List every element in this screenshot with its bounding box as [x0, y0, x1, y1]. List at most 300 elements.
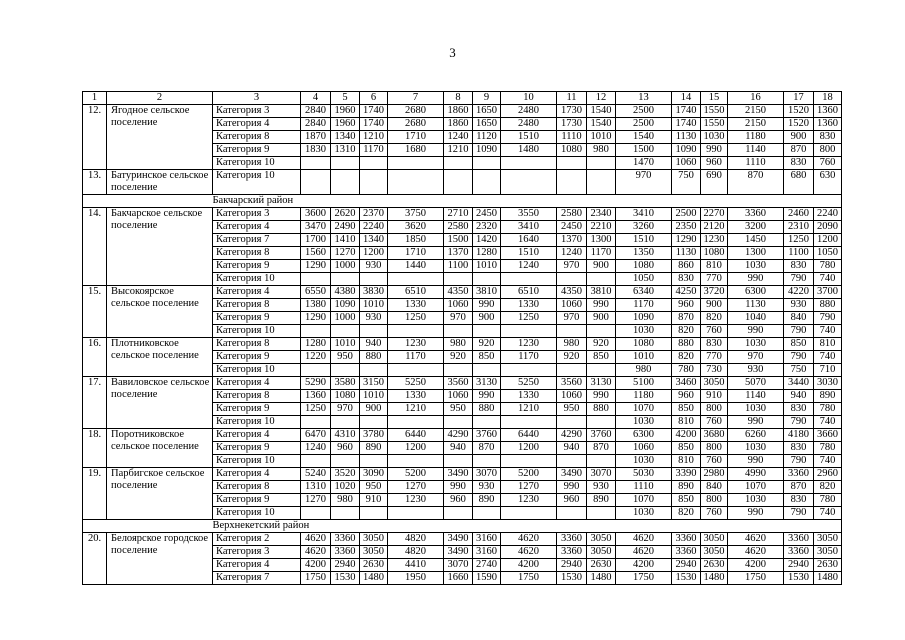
value-cell: 1170 — [616, 299, 672, 312]
value-cell: 1590 — [473, 572, 501, 585]
value-cell: 890 — [672, 481, 701, 494]
value-cell — [360, 273, 388, 286]
value-cell: 1140 — [728, 390, 784, 403]
value-cell: 5100 — [616, 377, 672, 390]
value-cell: 4620 — [501, 533, 557, 546]
page-number: 3 — [449, 45, 456, 60]
value-cell: 2480 — [501, 105, 557, 118]
value-cell: 3680 — [701, 429, 728, 442]
value-cell: 730 — [701, 364, 728, 377]
value-cell: 990 — [728, 455, 784, 468]
value-cell: 1010 — [587, 131, 616, 144]
value-cell: 2680 — [388, 105, 444, 118]
value-cell: 1290 — [672, 234, 701, 247]
value-cell: 1510 — [501, 131, 557, 144]
value-cell: 4990 — [728, 468, 784, 481]
value-cell: 2450 — [557, 221, 587, 234]
value-cell: 3830 — [360, 286, 388, 299]
value-cell: 1030 — [616, 416, 672, 429]
value-cell: 1210 — [388, 403, 444, 416]
value-cell: 1270 — [388, 481, 444, 494]
value-cell: 2240 — [360, 221, 388, 234]
value-cell: 3660 — [814, 429, 842, 442]
value-cell: 740 — [814, 455, 842, 468]
settlement-name: Вавиловское сельское поселение — [107, 377, 213, 429]
value-cell: 940 — [360, 338, 388, 351]
value-cell — [587, 416, 616, 429]
district-name: Бакчарский район — [213, 195, 842, 208]
value-cell: 1960 — [331, 105, 360, 118]
row-number: 13. — [83, 170, 107, 195]
value-cell: 5030 — [616, 468, 672, 481]
value-cell: 1240 — [501, 260, 557, 273]
value-cell: 1140 — [728, 144, 784, 157]
value-cell: 870 — [587, 442, 616, 455]
value-cell: 990 — [701, 144, 728, 157]
value-cell: 1730 — [557, 105, 587, 118]
value-cell: 1170 — [501, 351, 557, 364]
value-cell: 1210 — [444, 144, 473, 157]
value-cell: 920 — [557, 351, 587, 364]
category-label: Категория 4 — [213, 286, 301, 299]
value-cell: 990 — [587, 390, 616, 403]
row-number: 15. — [83, 286, 107, 338]
value-cell: 970 — [728, 351, 784, 364]
value-cell: 2630 — [360, 559, 388, 572]
value-cell: 950 — [444, 403, 473, 416]
value-cell: 680 — [784, 170, 814, 195]
category-label: Категория 8 — [213, 131, 301, 144]
value-cell — [444, 364, 473, 377]
value-cell: 930 — [360, 260, 388, 273]
value-cell: 6340 — [616, 286, 672, 299]
value-cell: 4620 — [616, 533, 672, 546]
value-cell: 1300 — [587, 234, 616, 247]
district-name: Верхнекетский район — [213, 520, 842, 533]
value-cell: 830 — [784, 260, 814, 273]
value-cell: 3050 — [360, 546, 388, 559]
row-number: 16. — [83, 338, 107, 377]
column-header: 8 — [444, 92, 473, 105]
value-cell: 3360 — [331, 546, 360, 559]
value-cell: 1030 — [616, 455, 672, 468]
value-cell: 1010 — [360, 390, 388, 403]
value-cell: 850 — [672, 494, 701, 507]
value-cell: 3490 — [557, 468, 587, 481]
value-cell: 3050 — [587, 546, 616, 559]
value-cell: 3360 — [672, 533, 701, 546]
value-cell: 1070 — [616, 494, 672, 507]
value-cell: 1030 — [616, 325, 672, 338]
value-cell: 820 — [814, 481, 842, 494]
value-cell — [473, 455, 501, 468]
value-cell: 790 — [784, 507, 814, 520]
value-cell: 2630 — [814, 559, 842, 572]
value-cell: 1200 — [501, 442, 557, 455]
column-header: 10 — [501, 92, 557, 105]
table-row — [83, 377, 842, 390]
value-cell: 1080 — [331, 390, 360, 403]
value-cell: 1440 — [388, 260, 444, 273]
value-cell: 2500 — [616, 105, 672, 118]
value-cell: 5200 — [501, 468, 557, 481]
value-cell: 6470 — [301, 429, 331, 442]
value-cell: 1250 — [784, 234, 814, 247]
value-cell: 3050 — [701, 546, 728, 559]
value-cell: 3360 — [784, 533, 814, 546]
value-cell: 4180 — [784, 429, 814, 442]
value-cell — [473, 170, 501, 195]
value-cell: 1040 — [728, 312, 784, 325]
value-cell — [444, 157, 473, 170]
value-cell: 990 — [473, 299, 501, 312]
table-row — [83, 286, 842, 299]
value-cell: 990 — [728, 416, 784, 429]
value-cell: 1170 — [388, 351, 444, 364]
value-cell — [473, 273, 501, 286]
value-cell: 1410 — [331, 234, 360, 247]
value-cell — [301, 157, 331, 170]
value-cell — [587, 170, 616, 195]
value-cell: 820 — [672, 325, 701, 338]
category-label: Категория 10 — [213, 455, 301, 468]
value-cell — [501, 455, 557, 468]
value-cell: 930 — [360, 312, 388, 325]
value-cell: 1110 — [616, 481, 672, 494]
value-cell: 3390 — [672, 468, 701, 481]
value-cell: 900 — [587, 260, 616, 273]
value-cell: 1680 — [388, 144, 444, 157]
settlement-name: Высокоярское сельское поселение — [107, 286, 213, 338]
value-cell — [331, 325, 360, 338]
value-cell: 1330 — [501, 390, 557, 403]
value-cell: 990 — [444, 481, 473, 494]
value-cell: 2090 — [814, 221, 842, 234]
tariff-table — [82, 91, 842, 585]
value-cell: 2120 — [701, 221, 728, 234]
value-cell: 900 — [360, 403, 388, 416]
district-row — [83, 520, 842, 533]
value-cell: 940 — [444, 442, 473, 455]
value-cell: 4620 — [501, 546, 557, 559]
value-cell: 630 — [814, 170, 842, 195]
category-label: Категория 4 — [213, 468, 301, 481]
column-header: 12 — [587, 92, 616, 105]
value-cell — [444, 325, 473, 338]
value-cell: 3470 — [301, 221, 331, 234]
value-cell: 1200 — [388, 442, 444, 455]
value-cell: 1090 — [672, 144, 701, 157]
value-cell: 3520 — [331, 468, 360, 481]
value-cell: 1310 — [301, 481, 331, 494]
value-cell: 920 — [473, 338, 501, 351]
value-cell: 3620 — [388, 221, 444, 234]
value-cell: 930 — [728, 364, 784, 377]
value-cell: 990 — [557, 481, 587, 494]
value-cell — [388, 157, 444, 170]
value-cell: 790 — [784, 416, 814, 429]
value-cell: 1500 — [616, 144, 672, 157]
value-cell: 6550 — [301, 286, 331, 299]
value-cell: 890 — [360, 442, 388, 455]
value-cell: 690 — [701, 170, 728, 195]
category-label: Категория 10 — [213, 416, 301, 429]
value-cell: 3050 — [701, 377, 728, 390]
value-cell: 770 — [701, 351, 728, 364]
value-cell: 1170 — [587, 247, 616, 260]
value-cell: 870 — [784, 481, 814, 494]
value-cell: 880 — [587, 403, 616, 416]
value-cell: 1330 — [501, 299, 557, 312]
value-cell: 3410 — [501, 221, 557, 234]
value-cell — [587, 507, 616, 520]
value-cell: 3360 — [557, 546, 587, 559]
table-row — [83, 170, 842, 195]
value-cell: 1340 — [331, 131, 360, 144]
value-cell: 1230 — [388, 494, 444, 507]
category-label: Категория 4 — [213, 118, 301, 131]
value-cell: 770 — [701, 273, 728, 286]
category-label: Категория 9 — [213, 494, 301, 507]
value-cell: 3090 — [360, 468, 388, 481]
value-cell: 1860 — [444, 118, 473, 131]
category-label: Категория 9 — [213, 403, 301, 416]
value-cell — [557, 325, 587, 338]
category-label: Категория 8 — [213, 299, 301, 312]
value-cell: 900 — [784, 131, 814, 144]
category-label: Категория 10 — [213, 364, 301, 377]
column-header: 17 — [784, 92, 814, 105]
value-cell: 1130 — [672, 247, 701, 260]
value-cell — [473, 364, 501, 377]
value-cell: 1850 — [388, 234, 444, 247]
value-cell: 990 — [728, 325, 784, 338]
value-cell: 6510 — [501, 286, 557, 299]
value-cell: 1090 — [616, 312, 672, 325]
value-cell: 1270 — [301, 494, 331, 507]
value-cell — [473, 325, 501, 338]
category-label: Категория 7 — [213, 572, 301, 585]
category-label: Категория 4 — [213, 221, 301, 234]
table-row — [83, 208, 842, 221]
value-cell: 1750 — [616, 572, 672, 585]
value-cell: 1080 — [616, 260, 672, 273]
column-header: 3 — [213, 92, 301, 105]
table-row — [83, 429, 842, 442]
value-cell: 860 — [672, 260, 701, 273]
value-cell: 740 — [814, 416, 842, 429]
value-cell: 1480 — [587, 572, 616, 585]
value-cell: 1080 — [701, 247, 728, 260]
value-cell — [501, 273, 557, 286]
value-cell: 3460 — [672, 377, 701, 390]
value-cell: 950 — [331, 351, 360, 364]
value-cell: 900 — [587, 312, 616, 325]
value-cell: 1220 — [301, 351, 331, 364]
value-cell — [587, 325, 616, 338]
value-cell: 3050 — [360, 533, 388, 546]
value-cell: 1360 — [301, 390, 331, 403]
value-cell: 4350 — [444, 286, 473, 299]
value-cell — [360, 325, 388, 338]
column-header: 14 — [672, 92, 701, 105]
value-cell — [587, 364, 616, 377]
value-cell: 3360 — [784, 546, 814, 559]
value-cell: 1750 — [728, 572, 784, 585]
column-header: 15 — [701, 92, 728, 105]
value-cell: 950 — [360, 481, 388, 494]
value-cell: 3760 — [587, 429, 616, 442]
column-header: 11 — [557, 92, 587, 105]
value-cell: 1210 — [501, 403, 557, 416]
value-cell: 790 — [814, 312, 842, 325]
value-cell — [388, 416, 444, 429]
column-header: 9 — [473, 92, 501, 105]
value-cell: 960 — [701, 157, 728, 170]
value-cell — [501, 325, 557, 338]
value-cell: 780 — [814, 442, 842, 455]
value-cell: 1010 — [331, 338, 360, 351]
value-cell: 790 — [784, 325, 814, 338]
value-cell: 1360 — [814, 118, 842, 131]
value-cell: 960 — [672, 390, 701, 403]
value-cell: 1540 — [616, 131, 672, 144]
value-cell: 2940 — [672, 559, 701, 572]
table-row — [83, 105, 842, 118]
value-cell: 1470 — [616, 157, 672, 170]
value-cell: 1240 — [444, 131, 473, 144]
value-cell: 890 — [587, 494, 616, 507]
value-cell: 3130 — [587, 377, 616, 390]
value-cell: 1230 — [701, 234, 728, 247]
value-cell: 830 — [784, 442, 814, 455]
value-cell: 2150 — [728, 105, 784, 118]
value-cell: 1730 — [557, 118, 587, 131]
value-cell: 1170 — [360, 144, 388, 157]
value-cell — [587, 273, 616, 286]
value-cell: 1830 — [301, 144, 331, 157]
value-cell: 1650 — [473, 118, 501, 131]
value-cell — [360, 157, 388, 170]
value-cell: 820 — [672, 507, 701, 520]
category-label: Категория 3 — [213, 105, 301, 118]
value-cell: 1030 — [616, 507, 672, 520]
value-cell: 1510 — [501, 247, 557, 260]
value-cell: 830 — [672, 273, 701, 286]
value-cell: 780 — [814, 260, 842, 273]
value-cell: 1100 — [444, 260, 473, 273]
category-label: Категория 4 — [213, 559, 301, 572]
value-cell: 4200 — [728, 559, 784, 572]
value-cell: 3360 — [784, 468, 814, 481]
value-cell: 840 — [701, 481, 728, 494]
value-cell — [360, 170, 388, 195]
category-label: Категория 8 — [213, 247, 301, 260]
value-cell: 960 — [444, 494, 473, 507]
value-cell: 1180 — [616, 390, 672, 403]
category-label: Категория 4 — [213, 377, 301, 390]
value-cell: 1130 — [672, 131, 701, 144]
value-cell: 6440 — [501, 429, 557, 442]
value-cell: 1290 — [301, 260, 331, 273]
value-cell: 880 — [360, 351, 388, 364]
value-cell: 830 — [784, 157, 814, 170]
value-cell: 2450 — [473, 208, 501, 221]
value-cell: 1060 — [616, 442, 672, 455]
value-cell: 5200 — [388, 468, 444, 481]
value-cell: 1540 — [587, 105, 616, 118]
value-cell — [360, 507, 388, 520]
value-cell: 2710 — [444, 208, 473, 221]
value-cell — [331, 507, 360, 520]
value-cell: 3600 — [301, 208, 331, 221]
value-cell: 2340 — [587, 208, 616, 221]
value-cell: 870 — [728, 170, 784, 195]
value-cell: 3780 — [360, 429, 388, 442]
value-cell: 840 — [784, 312, 814, 325]
settlement-name: Белоярское городское поселение — [107, 533, 213, 585]
value-cell: 1200 — [814, 234, 842, 247]
value-cell: 780 — [672, 364, 701, 377]
value-cell — [301, 273, 331, 286]
value-cell: 6300 — [616, 429, 672, 442]
value-cell: 1230 — [501, 338, 557, 351]
settlement-name: Плотниковское сельское поселение — [107, 338, 213, 377]
value-cell: 2350 — [672, 221, 701, 234]
value-cell: 1250 — [301, 403, 331, 416]
value-cell: 800 — [701, 494, 728, 507]
value-cell — [360, 455, 388, 468]
value-cell: 1120 — [473, 131, 501, 144]
value-cell: 1370 — [444, 247, 473, 260]
value-cell: 4220 — [784, 286, 814, 299]
value-cell: 1740 — [672, 118, 701, 131]
value-cell — [501, 416, 557, 429]
value-cell: 1450 — [728, 234, 784, 247]
column-header: 18 — [814, 92, 842, 105]
category-label: Категория 8 — [213, 390, 301, 403]
value-cell: 1030 — [728, 494, 784, 507]
value-cell: 790 — [784, 455, 814, 468]
value-cell: 4620 — [728, 533, 784, 546]
column-number-row — [83, 92, 842, 105]
value-cell: 1750 — [501, 572, 557, 585]
value-cell: 960 — [672, 299, 701, 312]
value-cell: 1710 — [388, 131, 444, 144]
value-cell: 910 — [360, 494, 388, 507]
value-cell: 1060 — [557, 299, 587, 312]
category-label: Категория 4 — [213, 429, 301, 442]
value-cell: 1270 — [501, 481, 557, 494]
column-header: 16 — [728, 92, 784, 105]
value-cell — [388, 364, 444, 377]
value-cell: 1280 — [473, 247, 501, 260]
category-label: Категория 9 — [213, 260, 301, 273]
category-label: Категория 8 — [213, 481, 301, 494]
settlement-name: Ягодное сельское поселение — [107, 105, 213, 170]
value-cell: 1740 — [360, 118, 388, 131]
value-cell: 850 — [672, 403, 701, 416]
value-cell: 1550 — [701, 105, 728, 118]
value-cell — [501, 157, 557, 170]
value-cell: 1070 — [728, 481, 784, 494]
value-cell: 3410 — [616, 208, 672, 221]
value-cell: 710 — [814, 364, 842, 377]
category-label: Категория 10 — [213, 170, 301, 195]
column-header: 6 — [360, 92, 388, 105]
value-cell: 1550 — [701, 118, 728, 131]
value-cell: 940 — [557, 442, 587, 455]
